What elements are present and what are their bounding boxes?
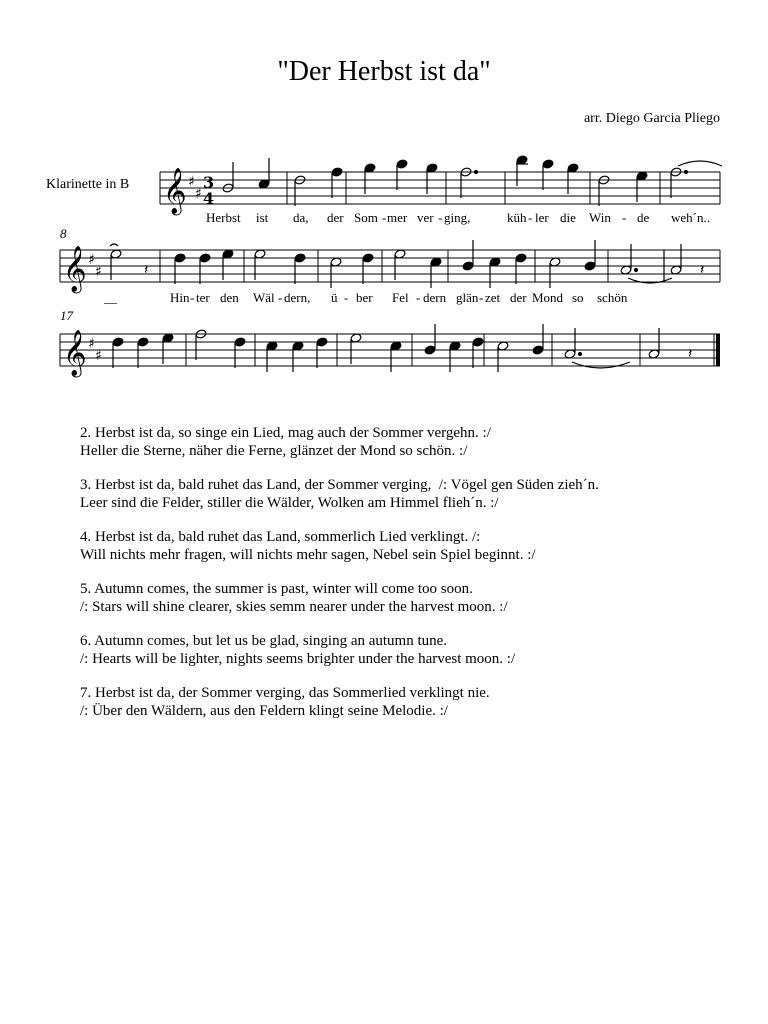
lyric-syllable: __ bbox=[104, 290, 117, 305]
staff-2 bbox=[60, 250, 720, 282]
verse-line: Leer sind die Felder, stiller die Wälder, Wolken am Himmel flieh´n. :/ bbox=[80, 495, 499, 511]
treble-clef-icon: 𝄞 bbox=[63, 330, 87, 376]
lyric-syllable: weh´n.. bbox=[671, 210, 710, 225]
lyric-syllable: - bbox=[344, 290, 349, 305]
page-title: "Der Herbst ist da" bbox=[277, 56, 491, 87]
staff-3 bbox=[60, 334, 720, 366]
lyric-syllable: ging, bbox=[444, 210, 471, 225]
lyric-syllable: - bbox=[479, 290, 484, 305]
lyric-syllable: da, bbox=[293, 210, 309, 225]
sharp-icon: ♯ bbox=[195, 186, 202, 202]
verse-line: 7. Herbst ist da, der Sommer verging, das Sommerlied verklingt nie. bbox=[80, 685, 490, 701]
verse-line: 5. Autumn comes, the summer is past, winter will come too soon. bbox=[80, 581, 473, 597]
lyric-syllable: Fel bbox=[392, 290, 409, 305]
lyric-syllable: den bbox=[220, 290, 239, 305]
verse-6 bbox=[80, 632, 599, 668]
rest-icon: 𝄽 bbox=[688, 346, 693, 362]
verse-3 bbox=[80, 476, 599, 512]
verse-line: Heller die Sterne, näher die Ferne, glänzet der Mond so schön. :/ bbox=[80, 443, 468, 459]
verse-4 bbox=[80, 528, 599, 564]
lyric-syllable: ler bbox=[535, 210, 549, 225]
lyric-syllable: so bbox=[572, 290, 584, 305]
final-barline bbox=[716, 334, 720, 366]
lyric-syllable: zet bbox=[485, 290, 501, 305]
staff-1-signature bbox=[163, 168, 214, 216]
verse-2 bbox=[80, 424, 599, 460]
treble-clef-icon: 𝄞 bbox=[63, 246, 87, 292]
lyric-syllable: küh bbox=[507, 210, 527, 225]
verse-line: 3. Herbst ist da, bald ruhet das Land, der Sommer verging, /: Vögel gen Süden zieh´n. bbox=[80, 477, 599, 493]
lyric-syllable: Som bbox=[354, 210, 378, 225]
sharp-icon: ♯ bbox=[188, 174, 195, 190]
lyric-syllable: ü bbox=[331, 290, 338, 305]
lyric-syllable: - bbox=[278, 290, 283, 305]
lyric-syllable: mer bbox=[387, 210, 408, 225]
lyric-syllable: die bbox=[560, 210, 576, 225]
time-sig-bottom: 4 bbox=[203, 189, 215, 208]
lyric-syllable: - bbox=[382, 210, 387, 225]
verse-line: /: Hearts will be lighter, nights seems brighter under the harvest moon. :/ bbox=[80, 651, 516, 667]
sharp-icon: ♯ bbox=[95, 264, 102, 280]
lyric-syllable: Win bbox=[589, 210, 611, 225]
staff-3-signature bbox=[63, 330, 102, 378]
lyric-syllable: glän bbox=[456, 290, 479, 305]
lyric-syllable: ter bbox=[196, 290, 210, 305]
lyric-syllable: dern, bbox=[284, 290, 311, 305]
lyric-syllable: schön bbox=[597, 290, 628, 305]
lyric-syllable: Herbst bbox=[206, 210, 241, 225]
measure-number: 8 bbox=[60, 226, 67, 241]
verse-line: 2. Herbst ist da, so singe ein Lied, mag auch der Sommer vergehn. :/ bbox=[80, 425, 491, 441]
sharp-icon: ♯ bbox=[88, 336, 95, 352]
lyric-syllable: de bbox=[637, 210, 650, 225]
sharp-icon: ♯ bbox=[95, 348, 102, 364]
verse-line: 6. Autumn comes, but let us be glad, singing an autumn tune. bbox=[80, 633, 448, 649]
verse-7 bbox=[80, 684, 599, 720]
measure-number: 17 bbox=[60, 308, 73, 323]
rest-icon: 𝄽 bbox=[700, 262, 705, 278]
lyrics-line-2 bbox=[103, 290, 628, 305]
staff-2-notes bbox=[110, 240, 704, 288]
lyric-syllable: Wäl bbox=[253, 290, 275, 305]
arranger-credit: arr. Diego Garcia Pliego bbox=[583, 111, 720, 126]
staff-1 bbox=[160, 172, 720, 204]
lyric-syllable: Mond bbox=[532, 290, 564, 305]
staff-3-notes bbox=[112, 324, 692, 372]
lyric-syllable: ver bbox=[417, 210, 434, 225]
lyric-syllable: - bbox=[416, 290, 421, 305]
verse-5 bbox=[80, 580, 599, 616]
rest-icon: 𝄽 bbox=[144, 262, 149, 278]
lyric-syllable: der bbox=[510, 290, 527, 305]
lyric-syllable: der bbox=[327, 210, 344, 225]
lyrics-line-1 bbox=[206, 210, 710, 225]
treble-clef-icon: 𝄞 bbox=[163, 168, 187, 214]
verse-line: /: Über den Wäldern, aus den Feldern klingt seine Melodie. :/ bbox=[80, 703, 448, 719]
time-sig-top: 3 bbox=[203, 173, 215, 192]
lyric-syllable: ber bbox=[356, 290, 373, 305]
instrument-label: Klarinette in B bbox=[46, 177, 130, 192]
sharp-icon: ♯ bbox=[88, 252, 95, 268]
lyric-syllable: - bbox=[438, 210, 443, 225]
verses-block bbox=[80, 424, 599, 736]
verse-line: /: Stars will shine clearer, skies semm nearer under the harvest moon. :/ bbox=[80, 599, 508, 615]
lyric-syllable: ist bbox=[256, 210, 269, 225]
lyric-syllable: - bbox=[622, 210, 627, 225]
lyric-syllable: dern bbox=[423, 290, 447, 305]
verse-line: Will nichts mehr fragen, will nichts mehr sagen, Nebel sein Spiel beginnt. :/ bbox=[80, 547, 536, 563]
verse-line: 4. Herbst ist da, bald ruhet das Land, sommerlich Lied verklingt. /: bbox=[80, 529, 481, 545]
staff-2-signature bbox=[63, 246, 102, 294]
lyric-syllable: - bbox=[528, 210, 533, 225]
lyric-syllable: - bbox=[190, 290, 195, 305]
lyric-syllable: Hin bbox=[170, 290, 190, 305]
